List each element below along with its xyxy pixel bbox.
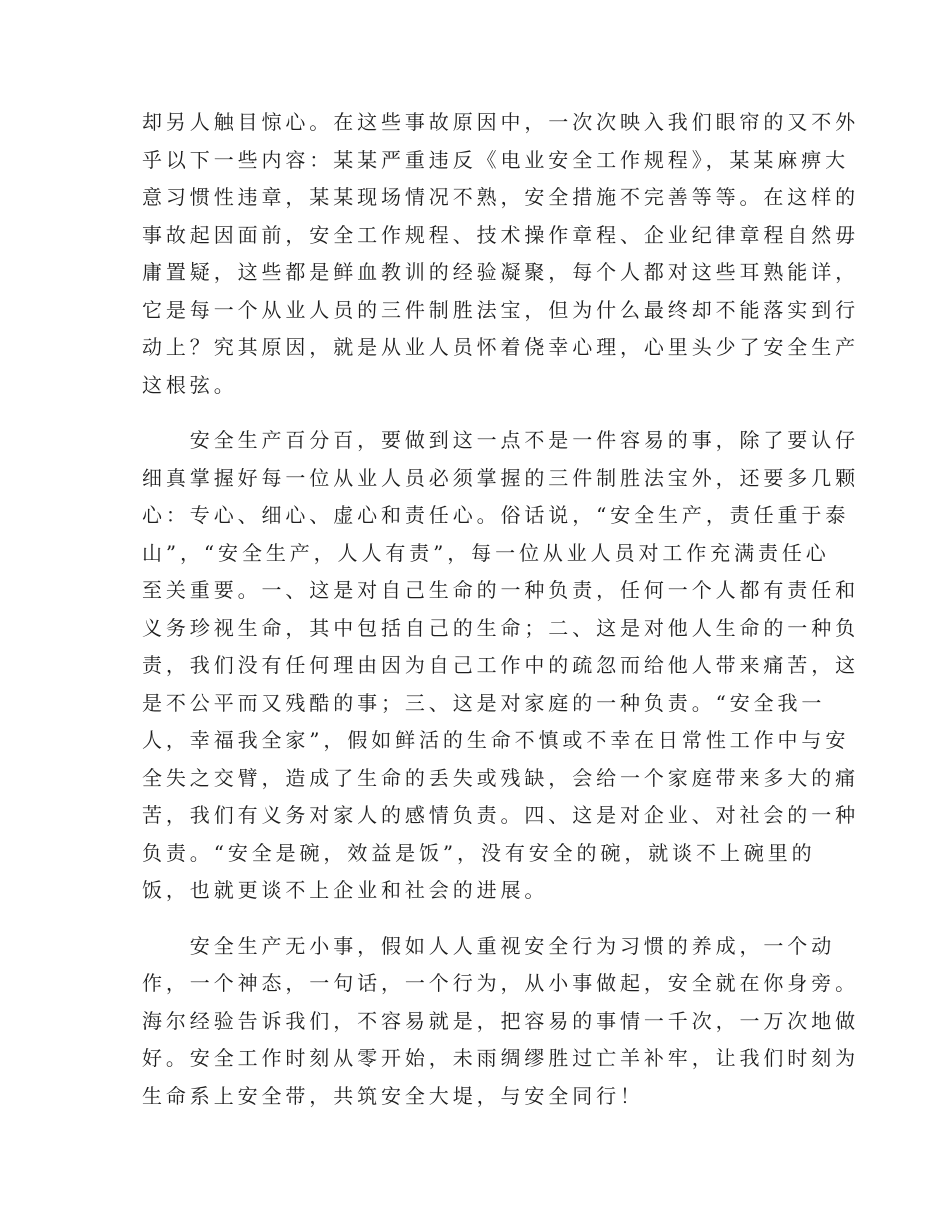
text-line: 好。安全工作时刻从零开始，未雨绸缪胜过亡羊补牢，让我们时刻为 (142, 1046, 859, 1070)
text-line: 饭，也就更谈不上企业和社会的进展。 (142, 878, 549, 902)
text-line: 苦，我们有义务对家人的感情负责。四、这是对企业、对社会的一种 (142, 803, 859, 827)
text-line: 人，幸福我全家”，假如鲜活的生命不慎或不幸在日常性工作中与安 (142, 728, 850, 752)
text-line: 安全生产无小事，假如人人重视安全行为习惯的养成，一个动 (142, 933, 836, 958)
text-line: 生命系上安全带，共筑安全大堤，与安全同行！ (142, 1083, 644, 1108)
text-line: 动上？究其原因，就是从业人员怀着侥幸心理，心里头少了安全生产 (142, 335, 859, 359)
text-line: 全失之交臂，造成了生命的丢失或残缺，会给一个家庭带来多大的痛 (142, 765, 859, 790)
text-line: 意习惯性违章，某某现场情况不熟，安全措施不完善等等。在这样的 (142, 185, 859, 209)
text-line: 义务珍视生命，其中包括自己的生命；二、这是对他人生命的一种负 (142, 615, 859, 640)
text-line: 是不公平而又残酷的事；三、这是对家庭的一种负责。“安全我一 (142, 690, 826, 715)
text-line: 却另人触目惊心。在这些事故原因中，一次次映入我们眼帘的又不外 (142, 110, 859, 134)
text-line: 它是每一个从业人员的三件制胜法宝，但为什么最终却不能落实到行 (142, 297, 859, 322)
text-line: 责，我们没有任何理由因为自己工作中的疏忽而给他人带来痛苦，这 (142, 653, 859, 677)
text-line: 这根弦。 (142, 372, 238, 397)
text-line: 作，一个神态，一句话，一个行为，从小事做起，安全就在你身旁。 (142, 971, 859, 995)
text-line: 山”，“安全生产，人人有责”，每一位从业人员对工作充满责任心 (142, 540, 830, 565)
text-line: 安全生产百分百，要做到这一点不是一件容易的事，除了要认仔 (142, 428, 859, 452)
paragraph-2 (142, 422, 859, 910)
text-line: 细真掌握好每一位从业人员必须掌握的三件制胜法宝外，还要多几颗 (142, 465, 859, 490)
paragraph-1 (142, 104, 859, 404)
document-body (142, 104, 859, 1115)
text-line: 海尔经验告诉我们，不容易就是，把容易的事情一千次，一万次地做 (142, 1008, 859, 1033)
paragraph-spacer (142, 910, 807, 928)
text-line: 事故起因面前，安全工作规程、技术操作章程、企业纪律章程自然毋 (142, 222, 859, 247)
text-line: 乎以下一些内容：某某严重违反《电业安全工作规程》，某某麻痹大 (142, 147, 849, 172)
paragraph-3 (142, 928, 859, 1116)
text-line: 至关重要。一、这是对自己生命的一种负责，任何一个人都有责任和 (142, 578, 859, 602)
text-line: 庸置疑，这些都是鲜血教训的经验凝聚，每个人都对这些耳熟能详， (142, 260, 859, 284)
text-line: 心：专心、细心、虚心和责任心。俗话说，“安全生产，责任重于泰 (142, 503, 850, 527)
text-line: 负责。“安全是碗，效益是饭”，没有安全的碗，就谈不上碗里的 (142, 840, 816, 865)
paragraph-spacer (142, 404, 807, 422)
